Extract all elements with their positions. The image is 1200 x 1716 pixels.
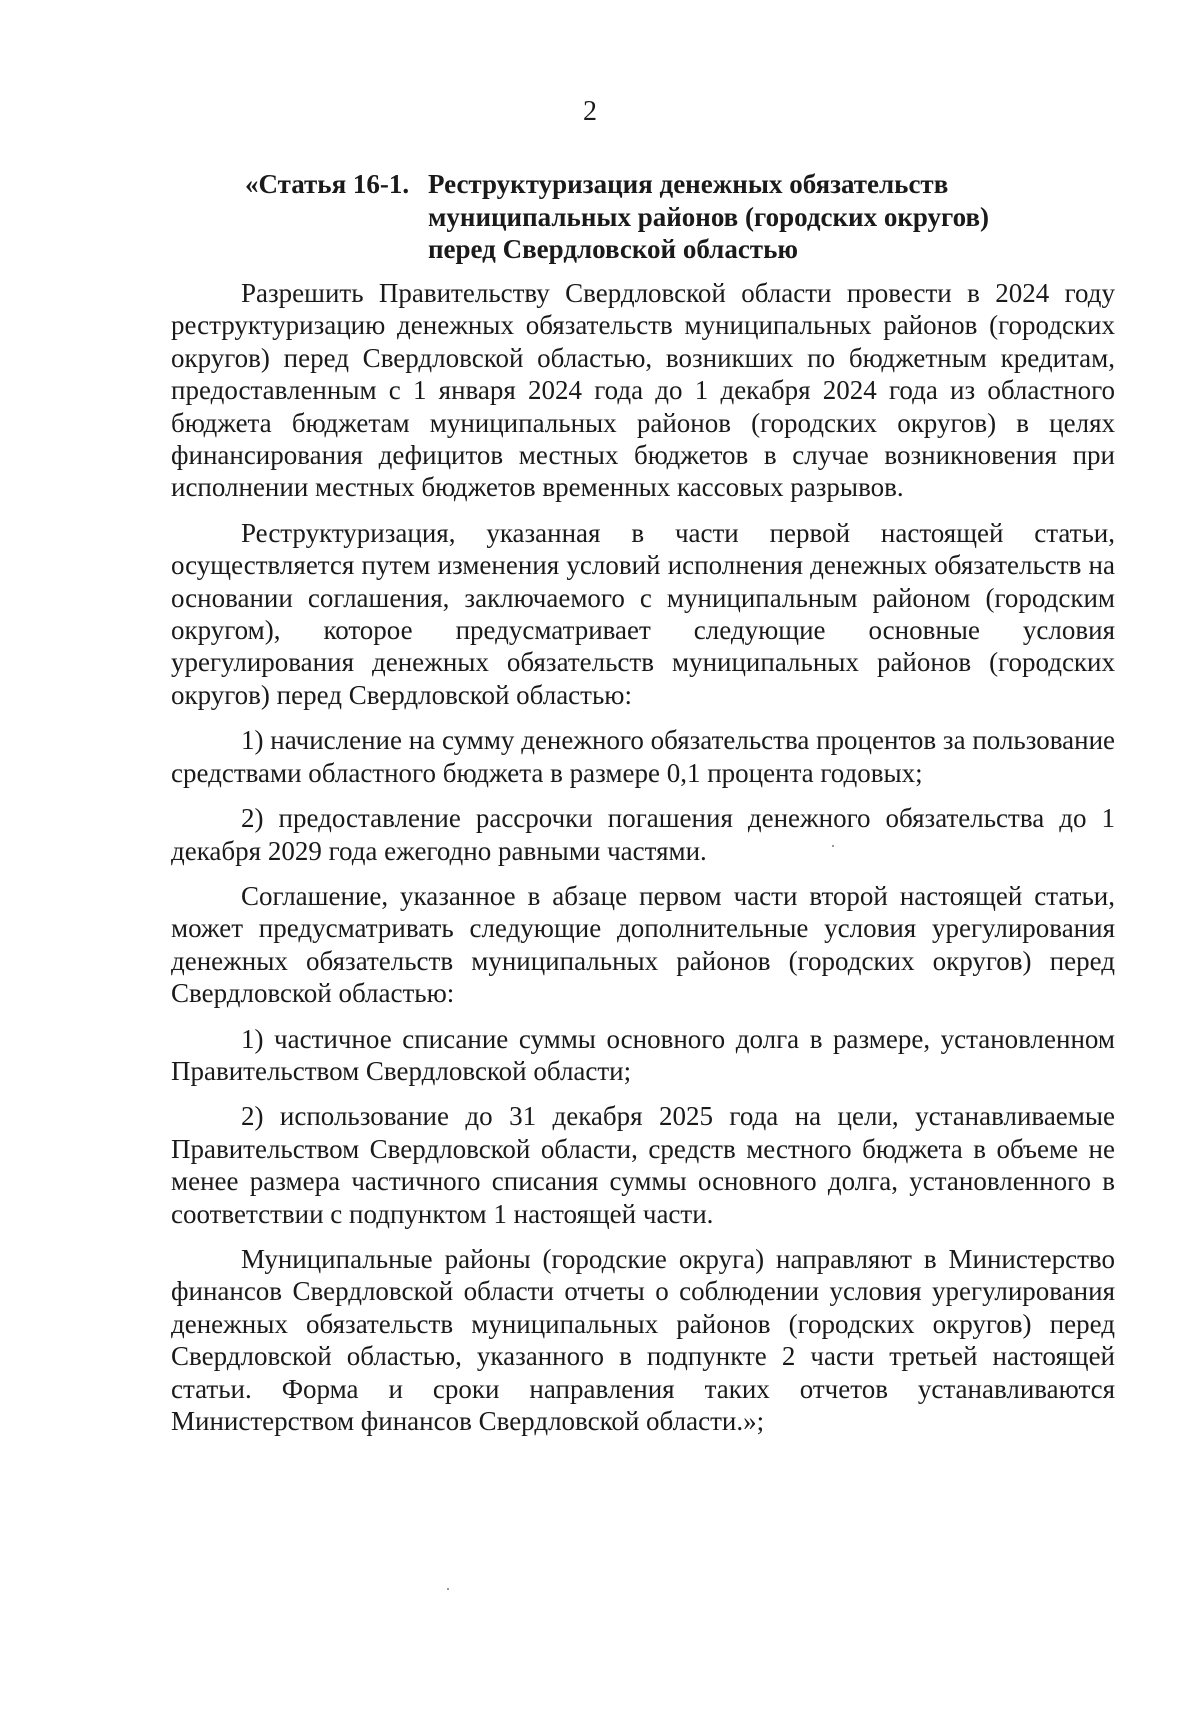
paragraph: Реструктуризация, указанная в части первой настоящей статьи, осуществляется путем изменения условий исполнения денежных обязательств на основании соглашения, заключаемого с муниципальным районом (городским округом), которое предусматривает следующие основные условия урегулирования денежных обязательств муниципальных районов (городских округов) перед Свердловской областью: [171,517,1115,710]
paragraph: Соглашение, указанное в абзаце первом части второй настоящей статьи, может предусматривать следующие дополнительные условия урегулирования денежных обязательств муниципальных районов (городских округов) перед Свердловской областью: [171,880,1115,1009]
list-item: 1) начисление на сумму денежного обязательства процентов за пользование средствами областного бюджета в размере 0,1 процента годовых; [171,725,1115,788]
list-item: 2) предоставление рассрочки погашения денежного обязательства до 1 декабря 2029 года ежегодно равными частями. [171,803,1115,866]
article-title-line: перед Свердловской областью [428,234,798,264]
article-title-line: муниципальных районов (городских округов) [428,201,990,232]
list-item: 1) частичное списание суммы основного долга в размере, установленном Правительством Свердловской области; [171,1023,1115,1086]
article-heading-row [245,168,1105,266]
article-heading [245,168,1105,266]
list-item: 2) использование до 31 декабря 2025 года на цели, устанавливаемые Правительством Свердловской области, средств местного бюджета в объеме не менее размера частичного списания суммы основного долга, установленного в соответствии с подпунктом 1 настоящей части. [171,1101,1115,1229]
scan-speck [447,1588,449,1590]
paragraph: Разрешить Правительству Свердловской области провести в 2024 году реструктуризацию денежных обязательств муниципальных районов (городских округов) перед Свердловской областью, возникших по бюджетным кредитам, предоставленным с 1 января 2024 года до 1 декабря 2024 года из областного бюджета бюджетам муниципальных районов (городских округов) в целях финансирования дефицитов местных бюджетов в случае возникновения при исполнении местных бюджетов временных кассовых разрывов. [171,278,1115,503]
scan-speck [832,845,834,847]
article-body [171,277,1115,1450]
page-number: 2 [583,96,597,127]
article-title-line: Реструктуризация денежных обязательств [428,169,949,199]
article-title [428,168,1105,266]
paragraph: Муниципальные районы (городские округа) направляют в Министерство финансов Свердловской области отчеты о соблюдении условия урегулирования денежных обязательств муниципальных районов (городских округов) перед Свердловской областью, указанного в подпункте 2 части третьей настоящей статьи. Форма и сроки направления таких отчетов устанавливаются Министерством финансов Свердловской области.»; [171,1243,1115,1436]
article-number: «Статья 16-1. [245,169,410,199]
